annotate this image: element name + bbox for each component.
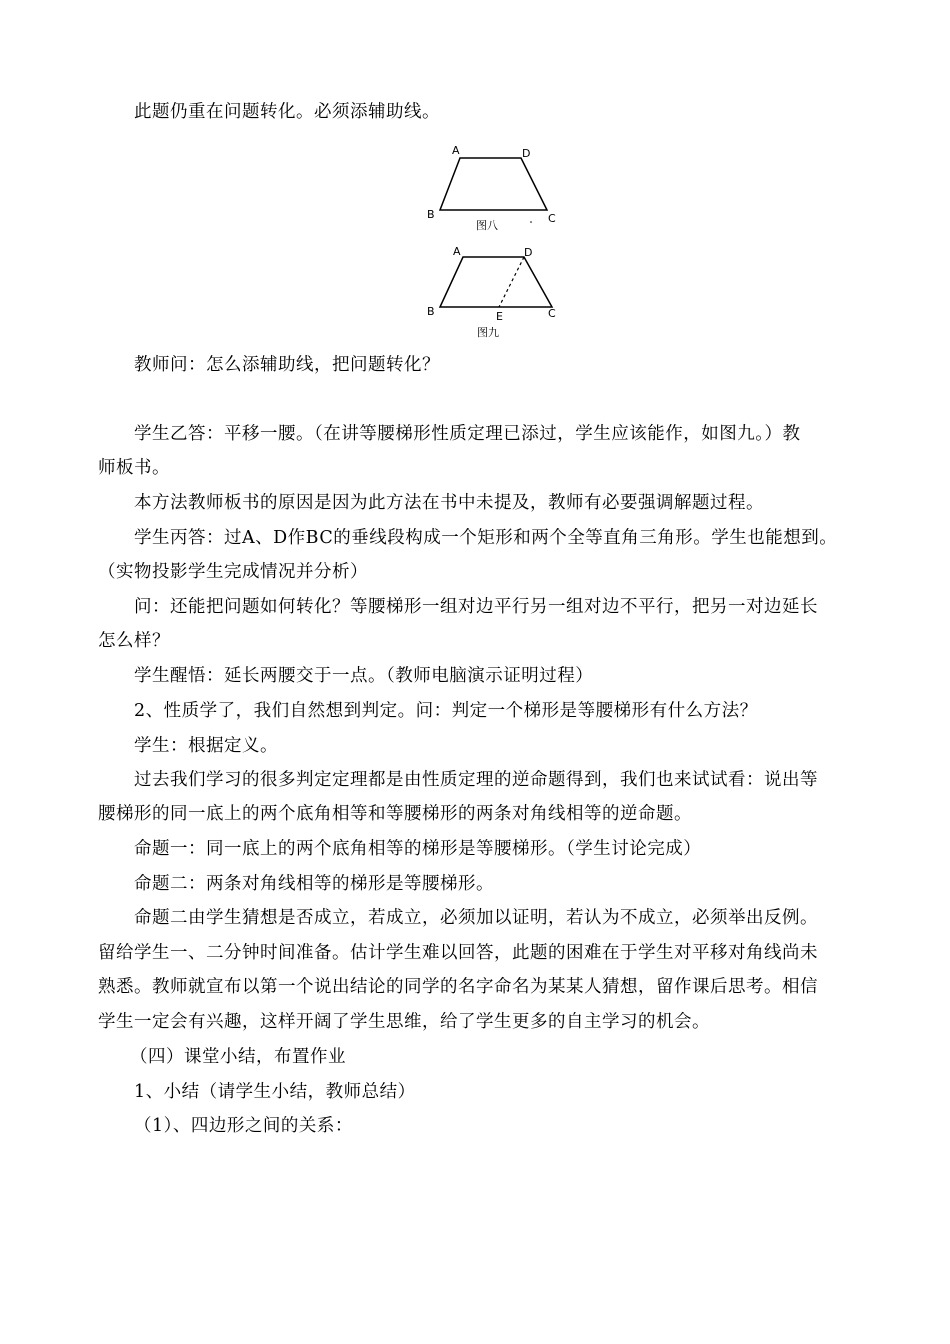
dot-mark bbox=[530, 221, 532, 223]
label-a: A bbox=[452, 144, 460, 157]
figure-8-caption: 图八 bbox=[476, 219, 498, 232]
figure-9-trapezoid bbox=[425, 243, 565, 343]
paragraph: 学生醒悟：延长两腰交于一点。（教师电脑演示证明过程） bbox=[134, 666, 594, 686]
paragraph: 腰梯形的同一底上的两个底角相等和等腰梯形的两条对角线相等的逆命题。 bbox=[98, 804, 692, 824]
paragraph: 命题二：两条对角线相等的梯形是等腰梯形。 bbox=[134, 874, 494, 894]
paragraph: 怎么样？ bbox=[98, 631, 170, 651]
paragraph: 学生一定会有兴趣，这样开阔了学生思维，给了学生更多的自主学习的机会。 bbox=[98, 1012, 710, 1032]
trapezoid-abcd bbox=[440, 257, 552, 307]
label-e: E bbox=[496, 310, 503, 323]
paragraph: 命题二由学生猜想是否成立，若成立，必须加以证明，若认为不成立，必须举出反例。 bbox=[134, 908, 818, 928]
paragraph: 本方法教师板书的原因是因为此方法在书中未提及，教师有必要强调解题过程。 bbox=[134, 493, 764, 513]
paragraph: （实物投影学生完成情况并分析） bbox=[98, 562, 368, 582]
section-heading: （四）课堂小结，布置作业 bbox=[130, 1047, 346, 1067]
paragraph: 学生乙答：平移一腰。（在讲等腰梯形性质定理已添过，学生应该能作，如图九。）教 bbox=[134, 424, 801, 444]
label-c: C bbox=[548, 307, 556, 320]
label-c: C bbox=[548, 212, 556, 225]
label-b: B bbox=[427, 305, 435, 318]
paragraph: 熟悉。教师就宣布以第一个说出结论的同学的名字命名为某某人猜想，留作课后思考。相信 bbox=[98, 977, 818, 997]
paragraph: 师板书。 bbox=[98, 458, 170, 478]
paragraph: 命题一：同一底上的两个底角相等的梯形是等腰梯形。（学生讨论完成） bbox=[134, 839, 702, 859]
paragraph: 问：还能把问题如何转化？等腰梯形一组对边平行另一组对边不平行，把另一对边延长 bbox=[134, 597, 818, 617]
paragraph: 留给学生一、二分钟时间准备。估计学生难以回答，此题的困难在于学生对平移对角线尚未 bbox=[98, 943, 818, 963]
label-a: A bbox=[453, 245, 461, 258]
paragraph: 1、小结（请学生小结，教师总结） bbox=[134, 1082, 416, 1102]
label-d: D bbox=[522, 147, 531, 160]
paragraph: 过去我们学习的很多判定定理都是由性质定理的逆命题得到，我们也来试试看：说出等 bbox=[134, 770, 818, 790]
paragraph: 此题仍重在问题转化。必须添辅助线。 bbox=[134, 102, 440, 122]
paragraph: 学生：根据定义。 bbox=[134, 736, 278, 756]
label-b: B bbox=[427, 208, 435, 221]
paragraph: 2、性质学了，我们自然想到判定。问：判定一个梯形是等腰梯形有什么方法？ bbox=[134, 701, 758, 721]
label-d: D bbox=[524, 246, 533, 259]
paragraph: （1）、四边形之间的关系： bbox=[134, 1116, 353, 1136]
paragraph: 学生丙答：过A、D作BC的垂线段构成一个矩形和两个全等直角三角形。学生也能想到。 bbox=[134, 528, 838, 548]
figure-9-caption: 图九 bbox=[477, 326, 499, 339]
paragraph: 教师问：怎么添辅助线，把问题转化？ bbox=[134, 355, 440, 375]
trapezoid-abcd bbox=[440, 158, 547, 210]
dashed-auxiliary-line-de bbox=[499, 257, 524, 307]
figure-8-trapezoid bbox=[425, 140, 565, 235]
